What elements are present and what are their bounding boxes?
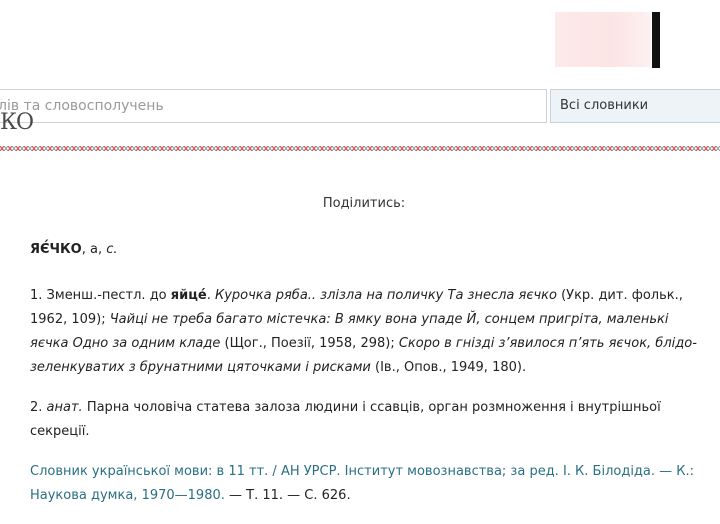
site-logo-fragment: КО bbox=[0, 110, 34, 135]
quote-1: Курочка ряба.. злізла на поличку Та знесла яєчко bbox=[214, 288, 557, 303]
base-word-link[interactable]: яйце́ bbox=[170, 288, 207, 303]
ad-banner[interactable] bbox=[555, 12, 651, 67]
sense-number: 1. bbox=[30, 288, 47, 303]
part-of-speech: с. bbox=[106, 242, 118, 257]
citation-2: (Щог., Поезії, 1958, 298); bbox=[220, 336, 399, 351]
dictionary-select[interactable]: Всі словники bbox=[550, 89, 720, 123]
headword: ЯЄ́ЧКО bbox=[30, 242, 82, 257]
sense-2 bbox=[30, 396, 698, 444]
embroidery-ornament bbox=[0, 146, 720, 151]
source-volume-page: — Т. 11. — С. 626. bbox=[224, 488, 351, 503]
dictionary-entry bbox=[30, 238, 698, 524]
share-label: Поділитись: bbox=[322, 196, 406, 211]
site-header bbox=[0, 0, 720, 90]
citation-1: (Укр. дит. фольк., 1962, 109); bbox=[30, 288, 683, 327]
source-link[interactable]: Словник української мови: в 11 тт. / АН УРСР. Інститут мовознавства; за ред. І. К. Білодіда. — К.: Наукова думка, 1970—1980. bbox=[30, 464, 695, 503]
quote-3: Скоро в гнізді з’явилося п’ять яєчок, блідо-зеленкуватих з брунатними цяточками і рисками bbox=[30, 336, 697, 375]
sense-number: 2. bbox=[30, 400, 47, 415]
quote-2: Чайці не треба багато містечка: В ямку вона упаде Й, сонцем пригріта, маленькі яєчка Одно за одним кладе bbox=[30, 312, 669, 351]
grammar-info: , а, bbox=[81, 242, 107, 257]
punct: . bbox=[206, 288, 215, 303]
sense-1 bbox=[30, 284, 698, 380]
entry-headword-line bbox=[30, 238, 698, 262]
sense-definition: Парна чоловіча статева залоза людини і ссавців, орган розмноження і внутрішньої секреції. bbox=[30, 400, 661, 439]
citation-3: (Ів., Опов., 1949, 180). bbox=[370, 360, 527, 375]
ad-banner-edge bbox=[652, 12, 660, 68]
sense-definition: Зменш.-пестл. до bbox=[46, 288, 171, 303]
search-bar bbox=[0, 89, 720, 125]
domain-label: анат. bbox=[46, 400, 83, 415]
source-citation bbox=[30, 460, 698, 508]
search-input[interactable] bbox=[0, 89, 547, 123]
